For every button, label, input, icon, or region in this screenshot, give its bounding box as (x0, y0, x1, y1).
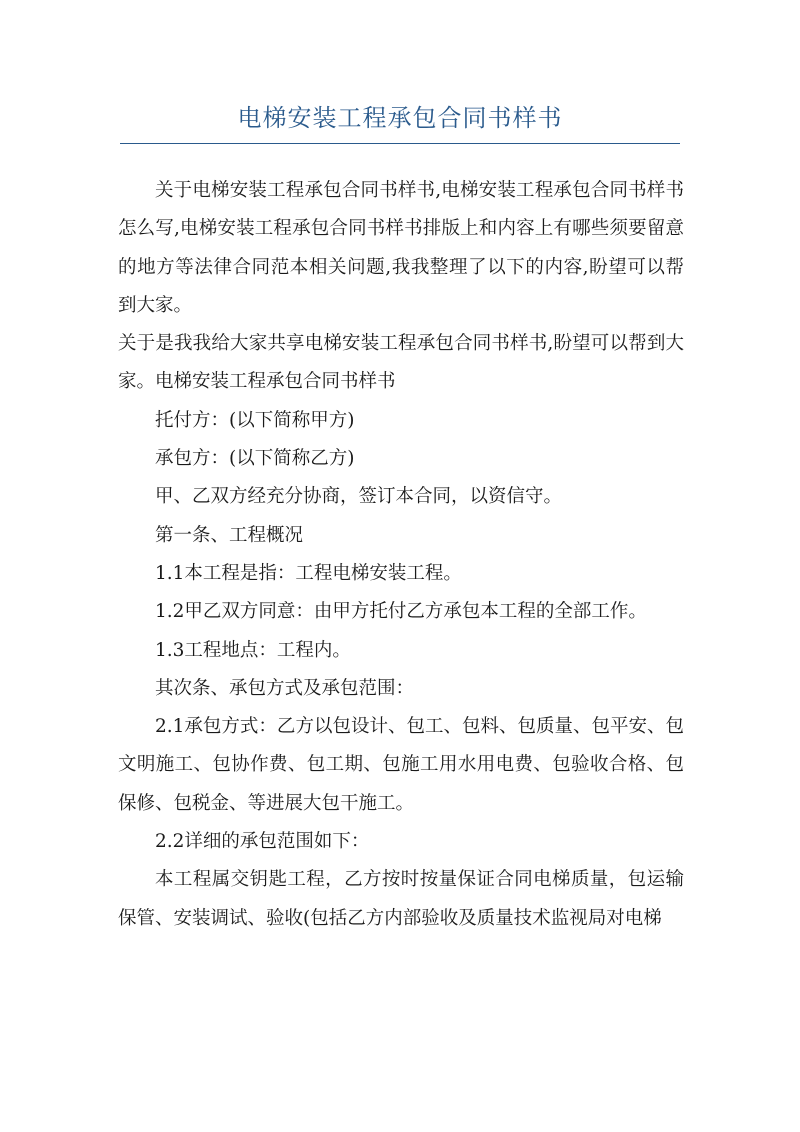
paragraph-contractor: 承包方：(以下简称乙方) (155, 448, 355, 470)
paragraph-clause-1-3: 1.3工程地点：工程内。 (155, 639, 351, 661)
title-underline (120, 143, 680, 144)
paragraph-intro: 关于电梯安装工程承包合同书样书,电梯安装工程承包合同书样书怎么写,电梯安装工程承包合同书样书排版上和内容上有哪些须要留意的地方等法律合同范本相关问题,我我整理了以下的内容,盼望可以帮到大家。 (118, 180, 684, 316)
paragraph-article-1: 第一条、工程概况 (155, 524, 304, 546)
paragraph-clause-2-2: 2.2详细的承包范围如下： (155, 831, 370, 853)
paragraph-clause-1-1: 1.1本工程是指：工程电梯安装工程。 (155, 562, 462, 584)
paragraph-share: 关于是我我给大家共享电梯安装工程承包合同书样书,盼望可以帮到大家。电梯安装工程承包合同书样书 (118, 333, 684, 393)
paragraph-clause-2-1: 2.1承包方式：乙方以包设计、包工、包料、包质量、包平安、包文明施工、包协作费、包工期、包施工用水用电费、包验收合格、包保修、包税金、等进展大包干施工。 (118, 716, 684, 814)
paragraph-scope: 本工程属交钥匙工程，乙方按时按量保证合同电梯质量，包运输保管、安装调试、验收(包括乙方内部验收及质量技术监视局对电梯 (118, 869, 684, 929)
document-title: 电梯安装工程承包合同书样书 (237, 104, 563, 132)
paragraph-client: 托付方：(以下简称甲方) (155, 409, 355, 431)
paragraph-agreement: 甲、乙双方经充分协商，签订本合同，以资信守。 (155, 486, 563, 508)
document-body (118, 172, 684, 938)
paragraph-clause-1-2: 1.2甲乙双方同意：由甲方托付乙方承包本工程的全部工作。 (155, 601, 647, 623)
paragraph-article-2: 其次条、承包方式及承包范围： (155, 677, 415, 699)
